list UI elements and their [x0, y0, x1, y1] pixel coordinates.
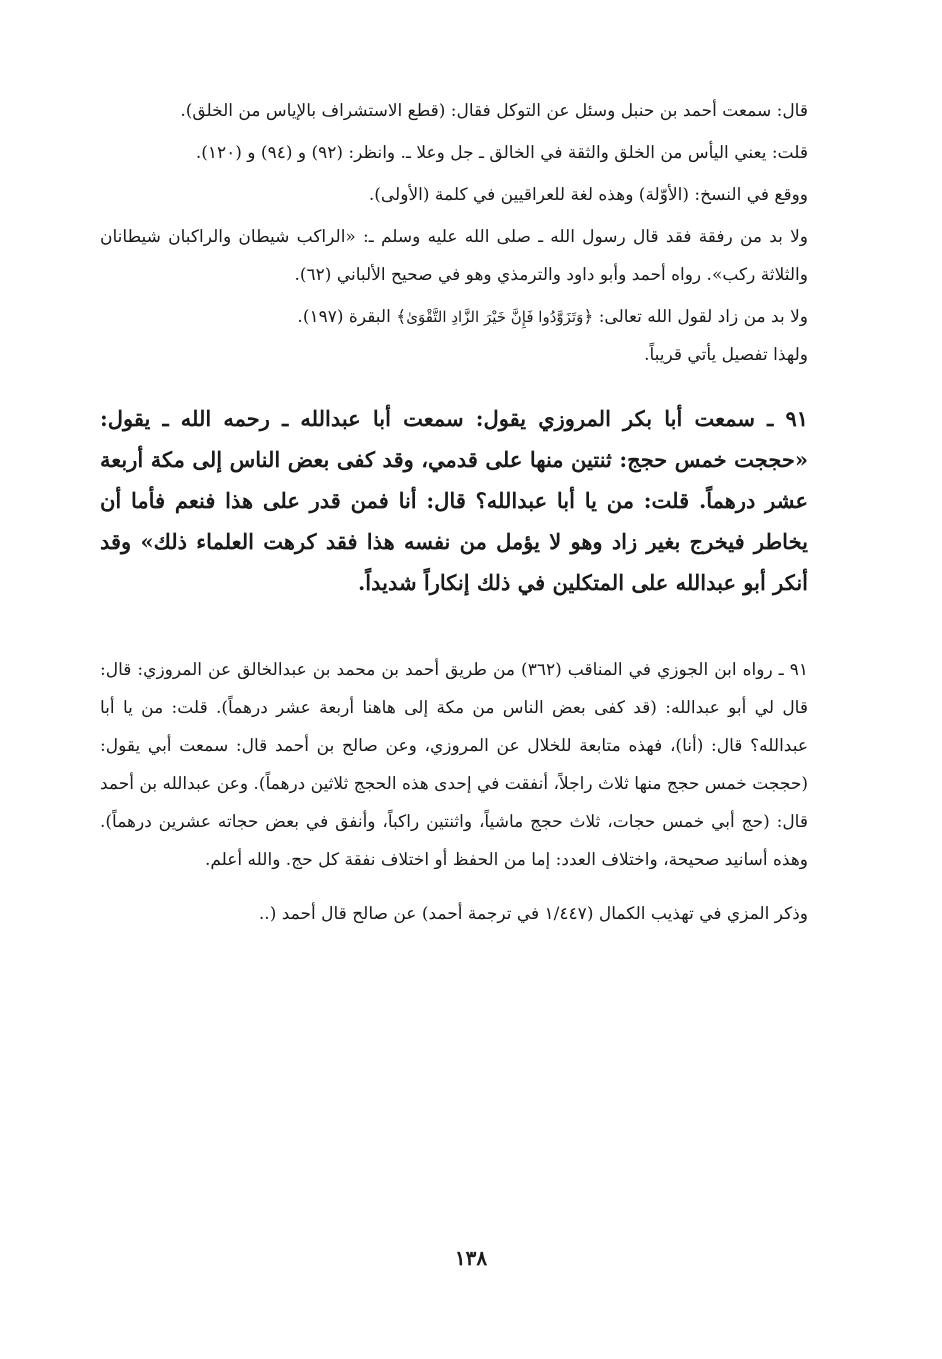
paragraph-manuscript-note: ووقع في النسخ: (الأوّلة) وهذه لغة للعراقيين في كلمة (الأولى). — [368, 185, 808, 205]
paragraph-tawakkul: قال: سمعت أحمد بن حنبل وسئل عن التوكل فقال: (قطع الاستشراف بالإياس من الخلق). — [180, 101, 808, 121]
book-page — [100, 92, 808, 1332]
footnote-continuation: وذكر المزي في تهذيب الكمال (١/٤٤٧ في ترجمة أحمد) عن صالح قال أحمد (.. — [258, 904, 808, 924]
footnotes — [100, 651, 808, 932]
paragraph-provision — [100, 298, 808, 336]
paragraph-detail-note: ولهذا تفصيل يأتي قريباً. — [644, 345, 808, 365]
paragraph-commentary: قلت: يعني اليأس من الخلق والثقة في الخالق ـ جل وعلا ـ. وانظر: (٩٢) و (٩٤) و (١٢٠). — [195, 143, 808, 163]
provision-text-after: ﴾ البقرة (١٩٧). — [297, 307, 407, 327]
quran-verse: وَتَزَوَّدُوا فَإِنَّ خَيْرَ الزَّادِ التَّقْوَىٰ — [406, 308, 584, 326]
main-narration-91: ٩١ ـ سمعت أبا بكر المروزي يقول: سمعت أبا عبدالله ـ رحمه الله ـ يقول: «حججت خمس حجج: ثنتين منها على قدمي، وقد كفى بعض الناس إلى مكة أربعة عشر درهماً. قلت: من يا أبا عبدالله؟ قال: أنا فمن قدر على هذا فنعم فأما أن يخاطر فيخرج بغير زاد وهو لا يؤمل من نفسه هذا فقد كرهت العلماء ذلك» وقد أنكر أبو عبدالله على المتكلين في ذلك إنكاراً شديداً. — [100, 406, 808, 595]
provision-text-before: ولا بد من زاد لقول الله تعالى: ﴿ — [583, 307, 808, 327]
page-number: ١٣٨ — [454, 1246, 488, 1270]
footnote-91: ٩١ ـ رواه ابن الجوزي في المناقب (٣٦٢) من طريق أحمد بن محمد بن عبدالخالق عن المروزي: قال: قال لي أبو عبدالله: (قد كفى بعض الناس من مكة إلى هاهنا أربعة عشر درهماً). قلت: من يا أبا عبدالله؟ قال: (أنا)، فهذه متابعة للخلال عن المروزي، وعن صالح بن أحمد قال: سمعت أبي يقول: (حججت خمس حجج منها ثلاث راجلاً، أنفقت في إحدى هذه الحجج ثلاثين درهماً). وعن عبدالله بن أحمد قال: (حج أبي خمس حجات، ثلاث حجج ماشياً، واثنتين راكباً، وأنفق في بعض حجاته عشرين درهماً). وهذه أسانيد صحيحة، واختلاف العدد: إما من الحفظ أو اختلاف نفقة كل حج. والله أعلم. — [100, 660, 809, 870]
paragraph-companionship: ولا بد من رفقة فقد قال رسول الله ـ صلى الله عليه وسلم ـ: «الراكب شيطان والراكبان شيطانان والثلاثة ركب». رواه أحمد وأبو داود والترمذي وهو في صحيح الألباني (٦٢). — [100, 227, 808, 285]
